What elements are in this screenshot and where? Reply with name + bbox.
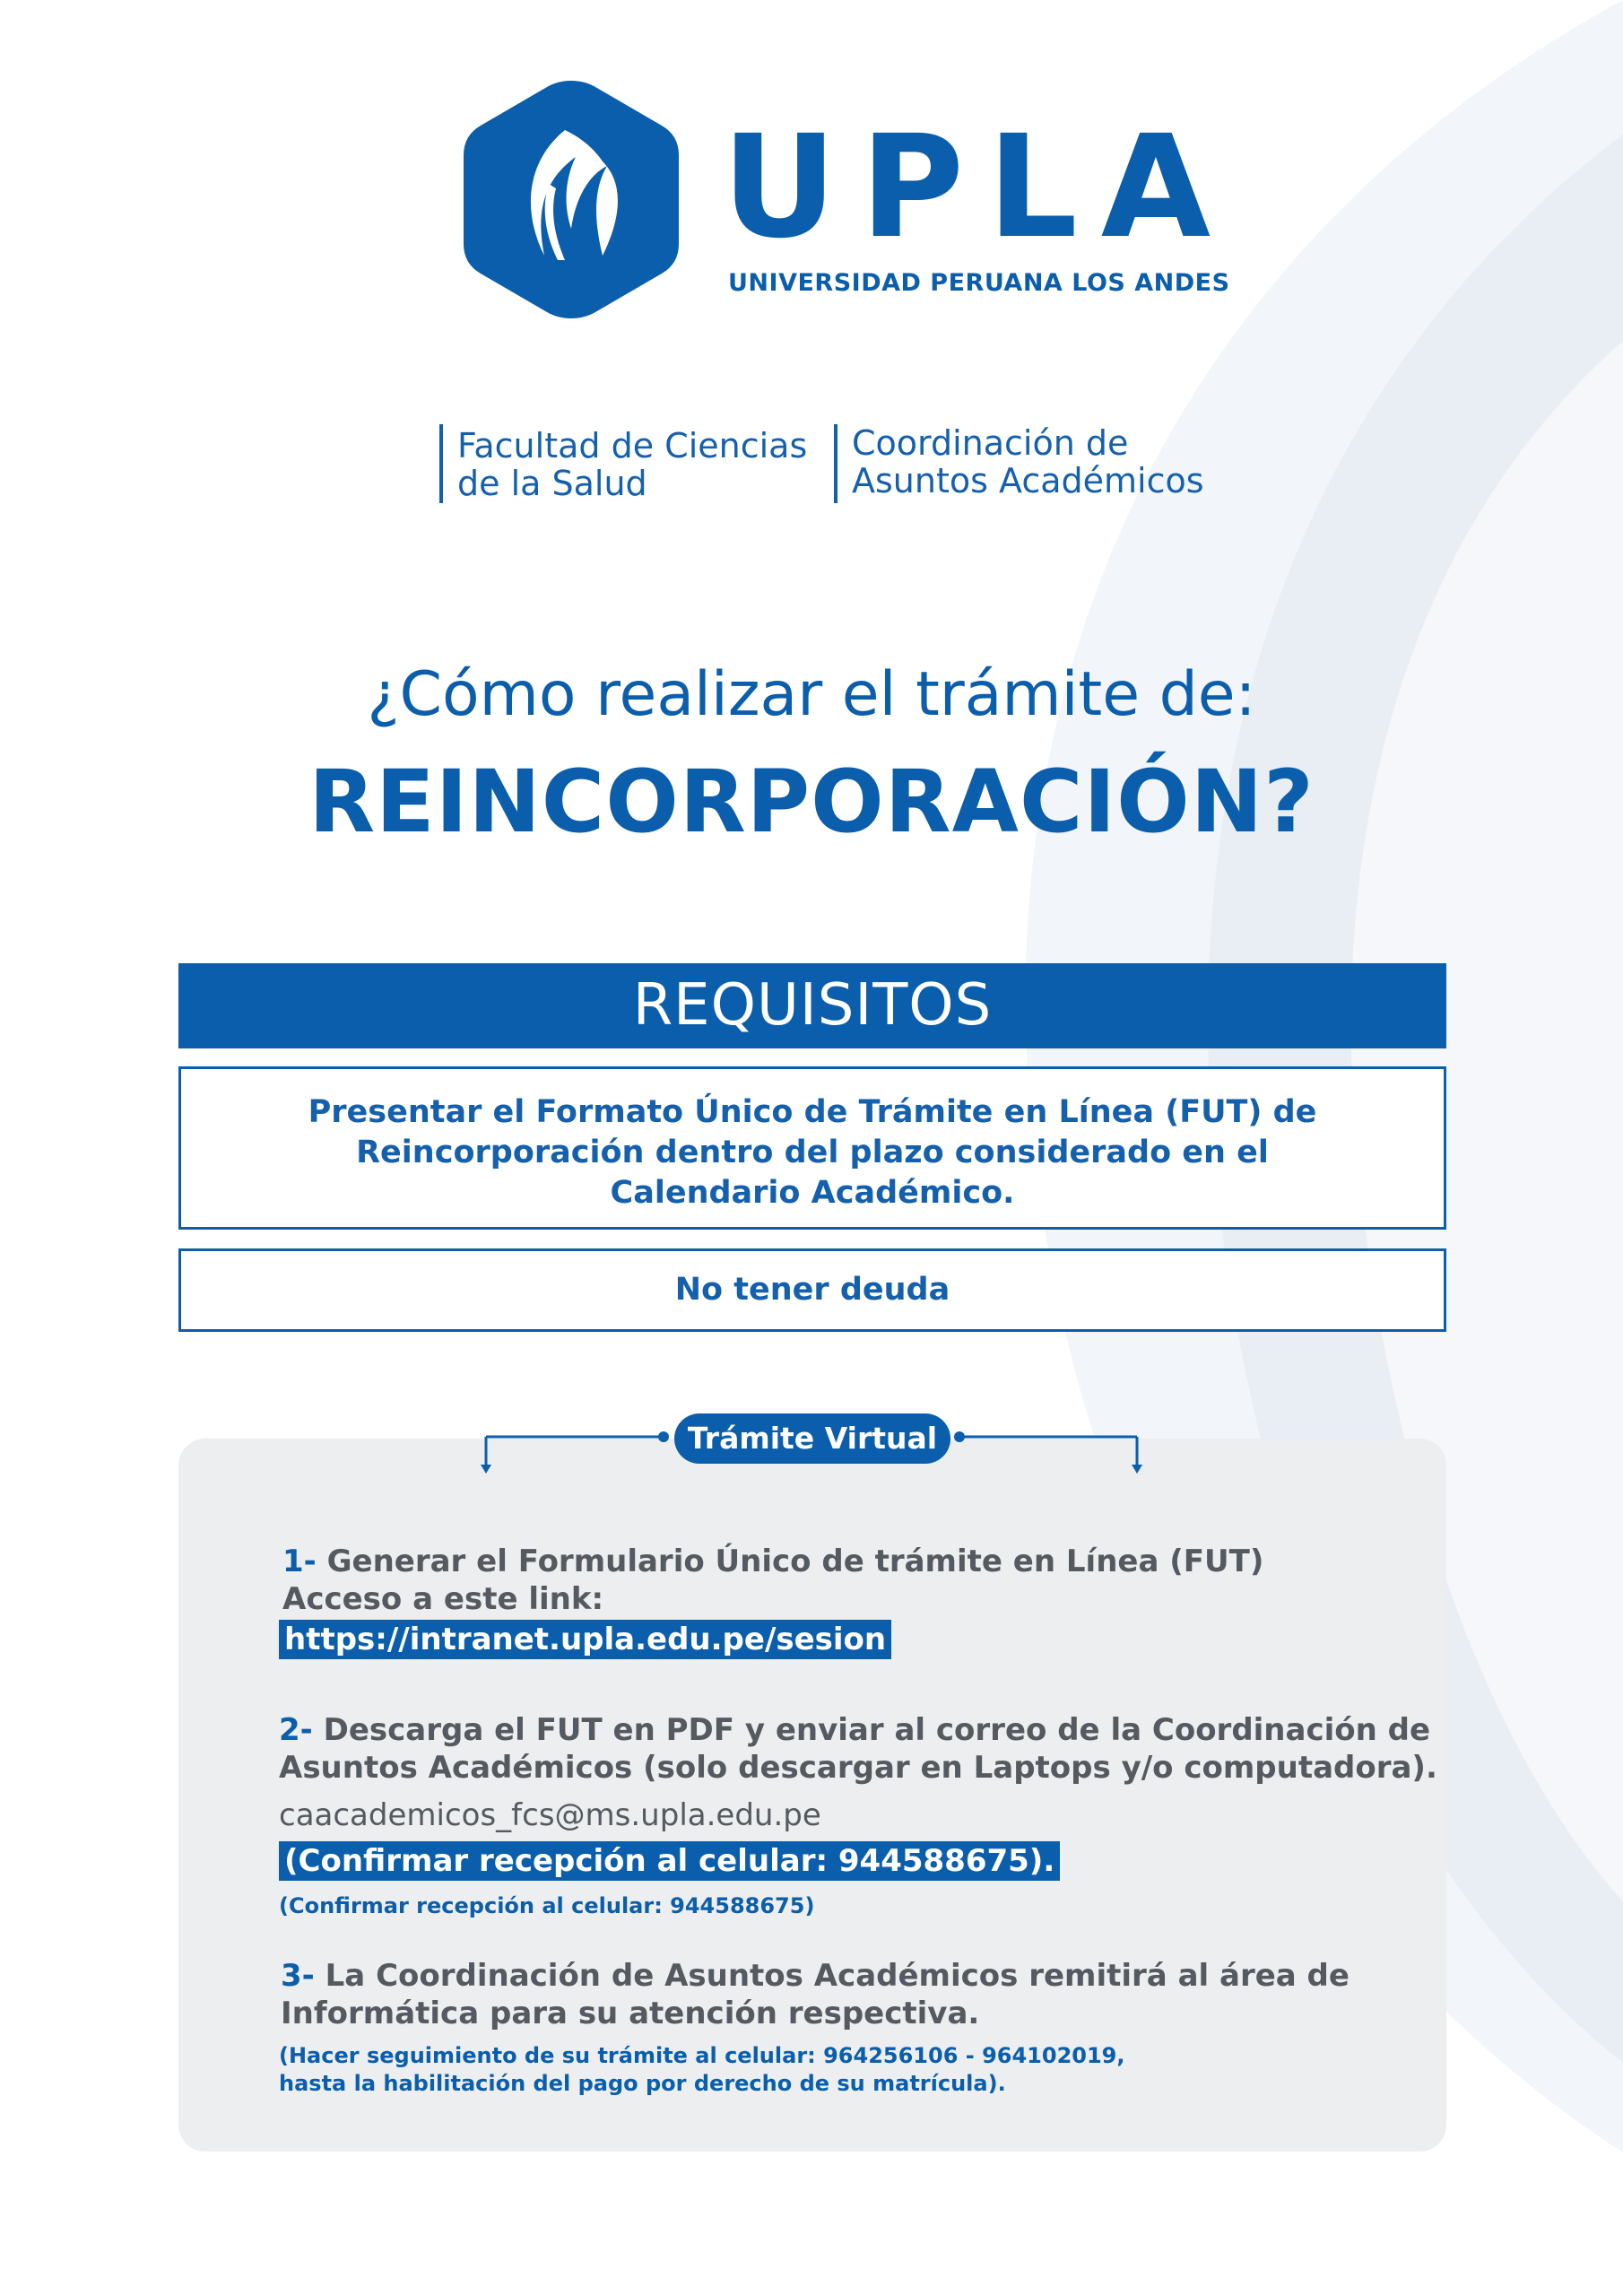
step2-text: Descarga el FUT en PDF y enviar al correo de la Coordinación de	[312, 1712, 1431, 1748]
question-title: ¿Cómo realizar el trámite de:	[367, 659, 1256, 730]
step3-number: 3-	[281, 1958, 315, 1994]
step3-note-line2: hasta la habilitación del pago por derecho de su matrícula).	[279, 2071, 1006, 2096]
intranet-link[interactable]: https://intranet.upla.edu.pe/sesion	[279, 1620, 891, 1659]
step2-confirm-highlight: (Confirmar recepción al celular: 944588675).	[279, 1841, 1060, 1881]
requirements-heading: REQUISITOS	[178, 963, 1446, 1048]
faculty-label	[457, 427, 807, 502]
virtual-label-pill: Trámite Virtual	[674, 1413, 950, 1464]
step3-line1	[281, 1957, 1350, 1995]
step2-email[interactable]: caacademicos_fcs@ms.upla.edu.pe	[279, 1797, 821, 1833]
step1-line1	[282, 1543, 1263, 1580]
step1-number: 1-	[282, 1544, 317, 1579]
brand-wordmark: UPLA	[722, 105, 1235, 270]
faculty-line1: Facultad de Ciencias	[457, 426, 808, 465]
requirement-fut-line1: Presentar el Formato Único de Trámite en Línea (FUT) de	[308, 1094, 1317, 1130]
brand-fullname: UNIVERSIDAD PERUANA LOS ANDES	[728, 269, 1230, 297]
step1-text: Generar el Formulario Único de trámite en Línea (FUT)	[316, 1544, 1264, 1579]
step3-line2: Informática para su atención respectiva.	[281, 1996, 980, 2031]
requirement-fut-line3: Calendario Académico.	[610, 1175, 1015, 1211]
step2-confirm-note: (Confirmar recepción al celular: 944588675)	[279, 1893, 815, 1918]
step3-note-line1: (Hacer seguimiento de su trámite al celular: 964256106 - 964102019,	[279, 2043, 1125, 2068]
faculty-divider	[439, 424, 443, 503]
requirement-fut	[178, 1066, 1446, 1230]
upla-logo-icon	[459, 76, 683, 323]
step2-line1	[279, 1711, 1430, 1749]
requirement-no-debt: No tener deuda	[178, 1248, 1446, 1332]
coordination-divider	[834, 424, 838, 503]
coordination-line2: Asuntos Académicos	[852, 461, 1204, 500]
coordination-label	[852, 424, 1204, 500]
coordination-line1: Coordinación de	[852, 423, 1129, 463]
step2-number: 2-	[279, 1712, 313, 1748]
main-title: REINCORPORACIÓN?	[308, 752, 1315, 852]
faculty-line2: de la Salud	[457, 464, 647, 503]
step1-line2: Acceso a este link:	[282, 1581, 604, 1617]
step1-link-wrap	[279, 1620, 891, 1659]
requirement-fut-line2: Reincorporación dentro del plazo considerado en el	[356, 1135, 1269, 1170]
step3-text: La Coordinación de Asuntos Académicos remitirá al área de	[314, 1958, 1350, 1994]
step2-line2: Asuntos Académicos (solo descargar en Laptops y/o computadora).	[279, 1750, 1437, 1786]
step2-confirm-wrap	[279, 1841, 1060, 1881]
